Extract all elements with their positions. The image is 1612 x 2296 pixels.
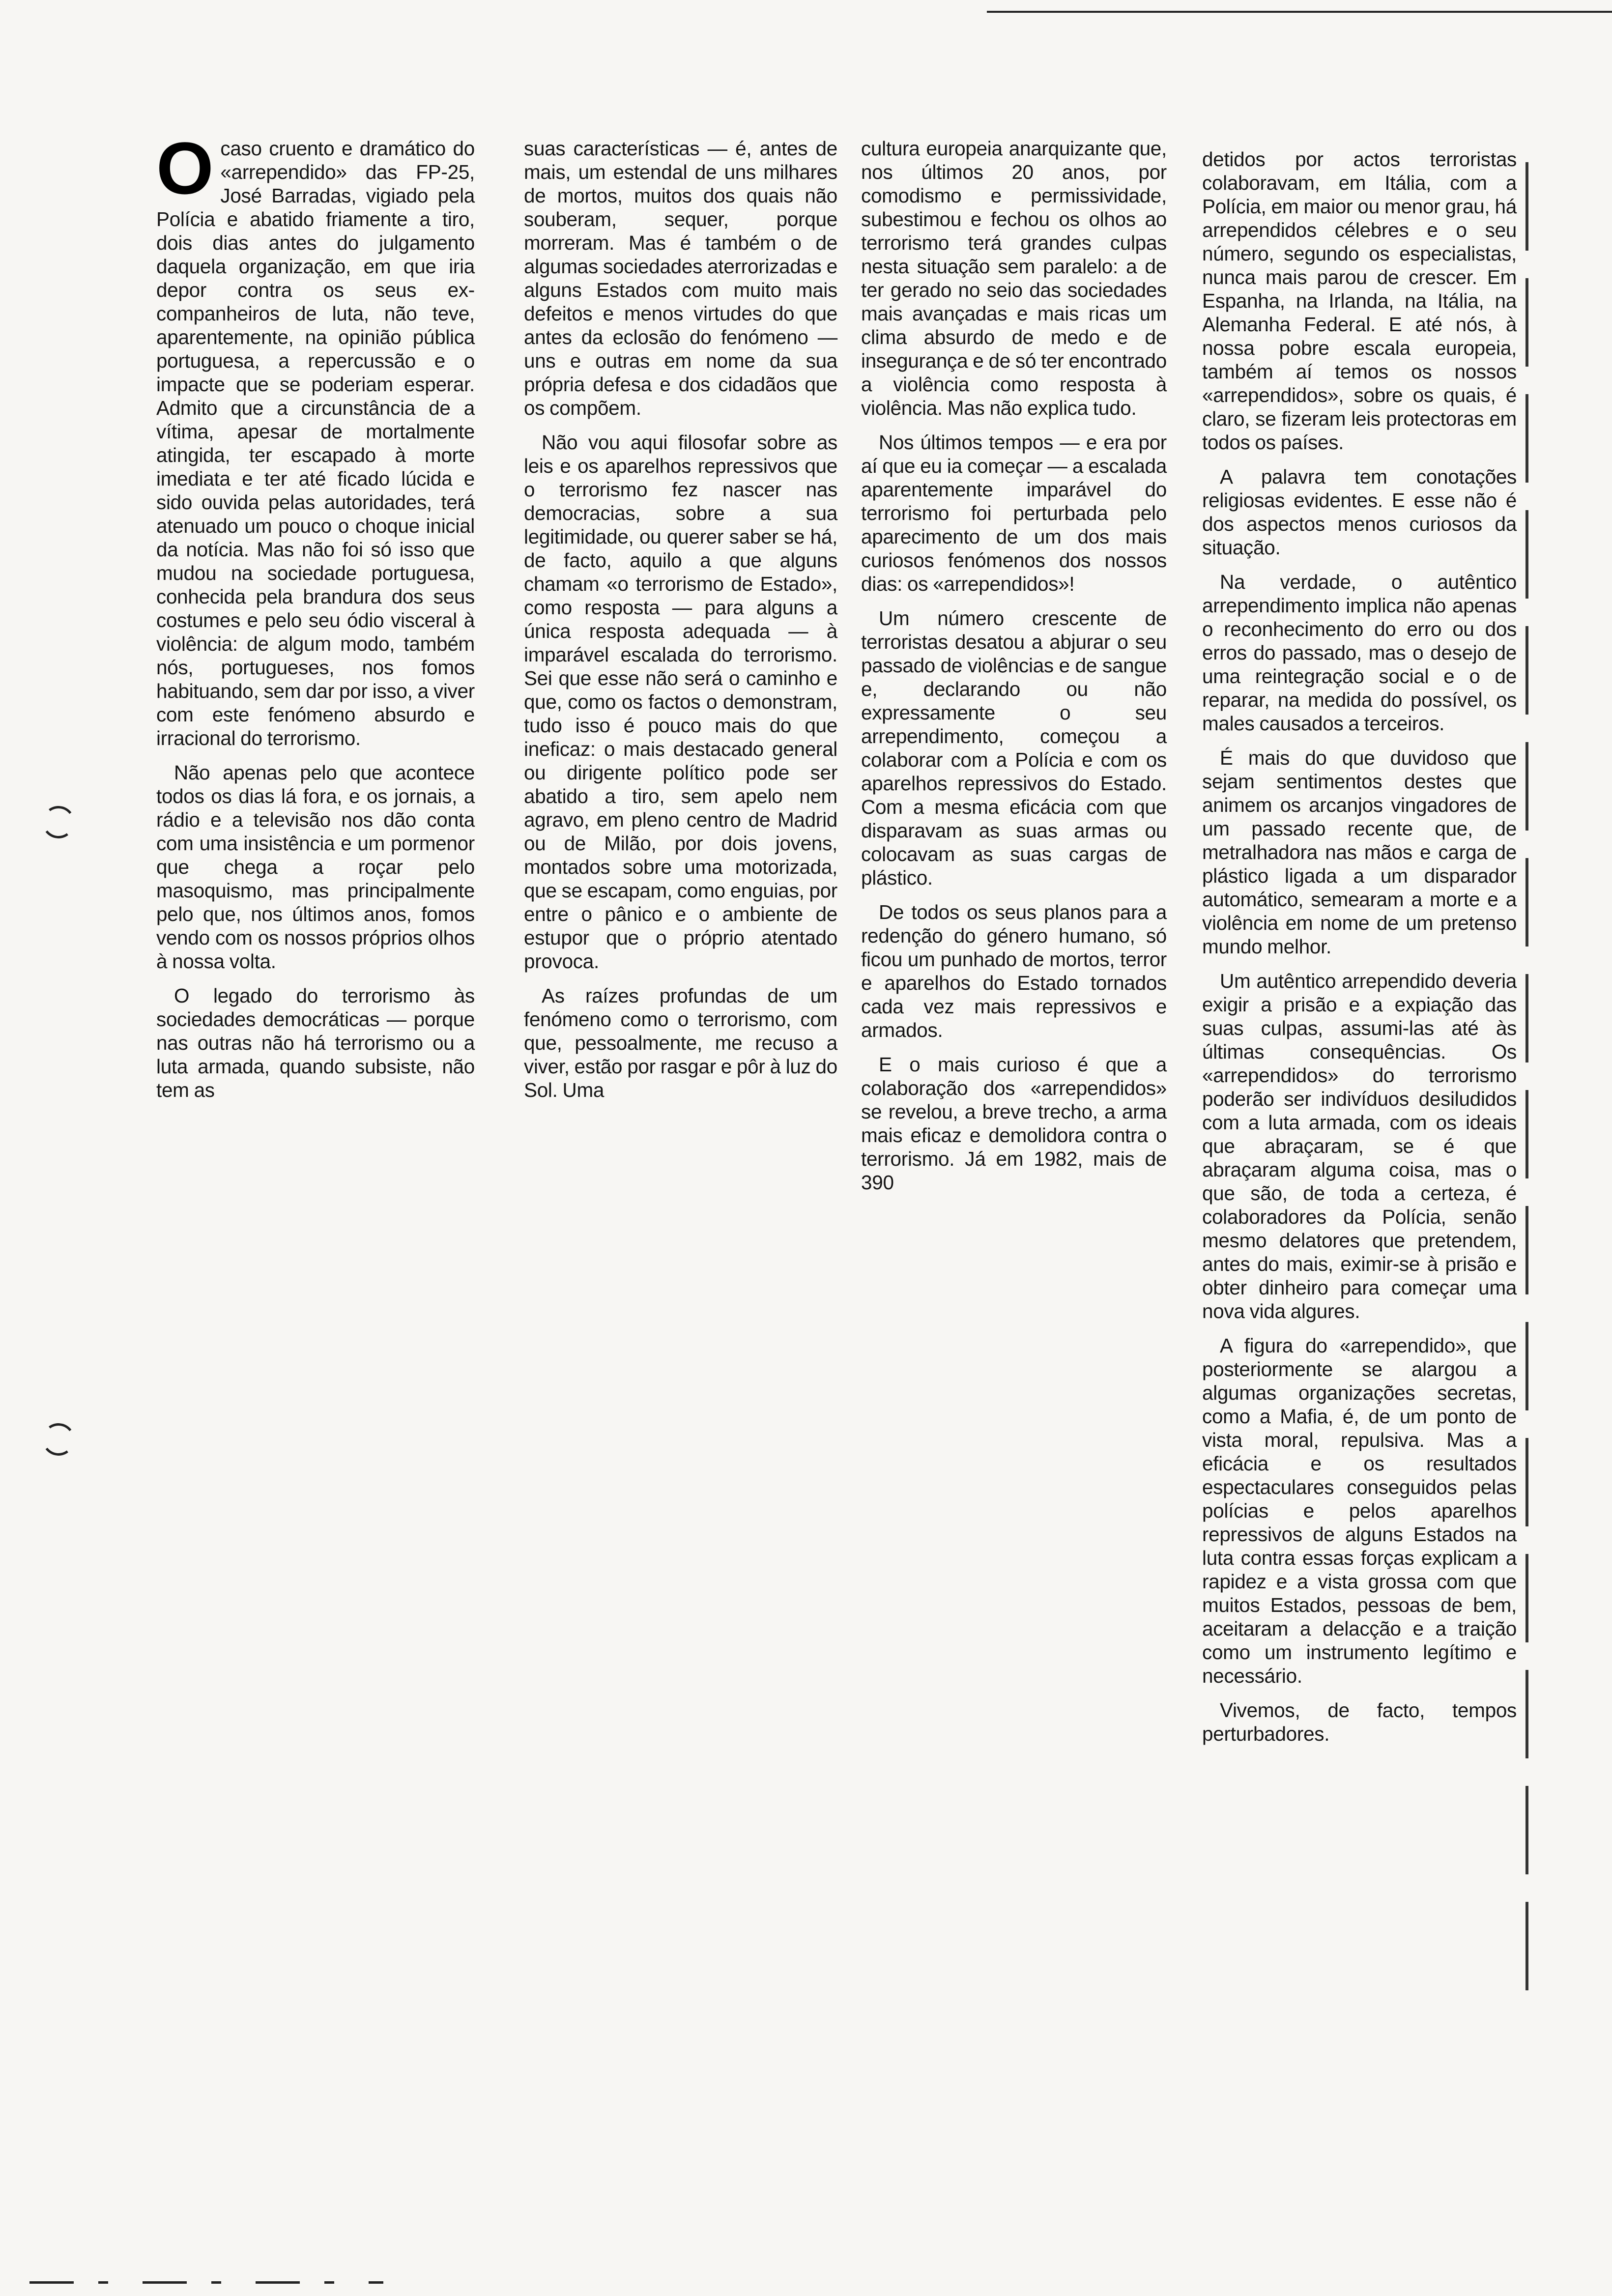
article-paragraph: E o mais curioso é que a colaboração dos «arrependidos» se revelou, a breve trecho, a arma mais eficaz e demolidora contra o terrorismo. Já em 1982, mais de 390	[861, 1053, 1167, 1194]
article-column-1	[156, 127, 475, 1113]
bottom-scan-marks	[29, 2281, 383, 2284]
article-paragraph: Um número crescente de terroristas desatou a abjurar o seu passado de violências e de sangue e, declarando ou não expressamente o seu arrependimento, começou a colaborar com a Polícia e com os aparelhos repressivos do Estado. Com a mesma eficácia com que disparavam as suas armas ou colocavam as suas cargas de plástico.	[861, 607, 1167, 889]
article-paragraph	[156, 127, 475, 750]
article-paragraph: A figura do «arrependido», que posteriormente se alargou a algumas organizações secretas, como a Mafia, é, de um ponto de vista moral, repulsiva. Mas a eficácia e os resultados espectaculares conseguidos pelas polícias e pelos aparelhos repressivos de alguns Estados na luta contra essas forças explicam a rapidez e a vista grossa com que muitos Estados, pessoas de bem, aceitaram a delacção e a traição como um instrumento legítimo e necessário.	[1202, 1334, 1517, 1687]
article-paragraph: Um autêntico arrependido deveria exigir a prisão e a expiação das suas culpas, assumi-las até às últimas consequências. Os «arrependidos» do terrorismo poderão ser indivíduos desiludidos com a luta armada, com os ideais que abraçaram, se é que abraçaram alguma coisa, mas o que são, de toda a certeza, é colaboradores da Polícia, senão mesmo delatores que pretendem, antes do mais, eximir-se à prisão e obter dinheiro para começar uma nova vida algures.	[1202, 970, 1517, 1322]
article-paragraph: A palavra tem conotações religiosas evidentes. E esse não é dos aspectos menos curiosos da situação.	[1202, 465, 1517, 559]
article-paragraph: cultura europeia anarquizante que, nos últimos 20 anos, por comodismo e permissividade, subestimou e fechou os olhos ao terrorismo terá grandes culpas nesta situação sem paralelo: a de ter gerado no seio das sociedades mais avançadas e mais ricas um clima absurdo de medo e de insegurança e de só ter encontrado a violência como resposta à violência. Mas não explica tudo.	[861, 137, 1167, 419]
article-paragraph: Vivemos, de facto, tempos perturbadores.	[1202, 1699, 1517, 1745]
article-paragraph: Nos últimos tempos — e era por aí que eu ia começar — a escalada aparentemente imparável do terrorismo foi perturbada pelo aparecimento de um dos mais curiosos fenómenos dos nossos dias: os «arrependidos»!	[861, 431, 1167, 595]
paragraph-text: caso cruento e dramático do «arrependido» das FP-25, José Barradas, vigiado pela Polícia e abatido friamente a tiro, dois dias antes do julgamento daquela organização, em que iria depor contra os seus ex-companheiros de luta, não teve, aparentemente, na opinião pública portuguesa, a repercussão e o impacte que se poderiam esperar. Admito que a circunstância de a vítima, apesar de mortalmente atingida, ter escapado à morte imediata e ter até ficado lúcida e sido ouvida pelas autoridades, terá atenuado um pouco o choque inicial da notícia. Mas não foi só isso que mudou na sociedade portuguesa, conhecida pela brandura dos seus costumes e pelo seu ódio visceral à violência: de algum modo, também nós, portugueses, nos fomos habituando, sem dar por isso, a viver com este fenómeno absurdo e irracional do terrorismo.	[156, 137, 475, 749]
article-column-3	[861, 137, 1167, 1205]
right-margin-rule	[1526, 162, 1528, 1990]
article-column-2	[524, 137, 837, 1113]
article-paragraph: O legado do terrorismo às sociedades democráticas — porque nas outras não há terrorismo ou a luta armada, quando subsiste, não tem as	[156, 984, 475, 1101]
article-paragraph: As raízes profundas de um fenómeno como o terrorismo, com que, pessoalmente, me recuso a viver, estão por rasgar e pôr à luz do Sol. Uma	[524, 984, 837, 1101]
top-rule-line	[987, 11, 1612, 13]
drop-cap: O	[156, 127, 214, 209]
article-column-4	[1202, 147, 1517, 1756]
article-paragraph: De todos os seus planos para a redenção do género humano, só ficou um punhado de mortos, terror e aparelhos do Estado tornados cada vez mais repressivos e armados.	[861, 901, 1167, 1041]
article-paragraph: Não vou aqui filosofar sobre as leis e os aparelhos repressivos que o terrorismo fez nascer nas democracias, sobre a sua legitimidade, ou querer saber se há, de facto, aquilo a que alguns chamam «o terrorismo de Estado», como resposta — para alguns a única resposta adequada — à imparável escalada do terrorismo. Sei que esse não será o caminho e que, como os factos o demonstram, tudo isso é pouco mais do que ineficaz: o mais destacado general ou dirigente político pode ser abatido a tiro, sem apelo nem agravo, em pleno centro de Madrid ou de Milão, por dois jovens, montados sobre uma motorizada, que se escapam, como enguias, por entre o pânico e o ambiente de estupor que o próprio atentado provoca.	[524, 431, 837, 973]
binder-hole-mark	[40, 1421, 77, 1458]
article-paragraph: É mais do que duvidoso que sejam sentimentos destes que animem os arcanjos vingadores de um passado recente que, de metralhadora nas mãos e carga de plástico ligada a um disparador automático, semearam a morte e a violência em nome de um pretenso mundo melhor.	[1202, 746, 1517, 958]
article-paragraph: detidos por actos terroristas colaboravam, em Itália, com a Polícia, em maior ou menor grau, há arrependidos célebres e o seu número, segundo os especialistas, nunca mais parou de crescer. Em Espanha, na Irlanda, na Itália, na Alemanha Federal. E até nós, à nossa pobre escala europeia, também aí temos os nossos «arrependidos», sobre os quais, é claro, se fizeram leis protectoras em todos os países.	[1202, 148, 1517, 454]
binder-hole-mark	[40, 804, 77, 841]
article-paragraph: Na verdade, o autêntico arrependimento implica não apenas o reconhecimento do erro ou dos erros do passado, mas o desejo de uma reintegração social e o de reparar, na medida do possível, os males causados a terceiros.	[1202, 571, 1517, 735]
article-paragraph: suas características — é, antes de mais, um estendal de uns milhares de mortos, muitos dos quais não souberam, sequer, porque morreram. Mas é também o de algumas sociedades aterrorizadas e alguns Estados com muito mais defeitos e menos virtudes do que antes da eclosão do fenómeno — uns e outras em nome da sua própria defesa e dos cidadãos que os compõem.	[524, 137, 837, 419]
article-paragraph: Não apenas pelo que acontece todos os dias lá fora, e os jornais, a rádio e a televisão nos dão conta com uma insistência e um pormenor que chega a roçar pelo masoquismo, mas principalmente pelo que, nos últimos anos, fomos vendo com os nossos próprios olhos à nossa volta.	[156, 761, 475, 973]
